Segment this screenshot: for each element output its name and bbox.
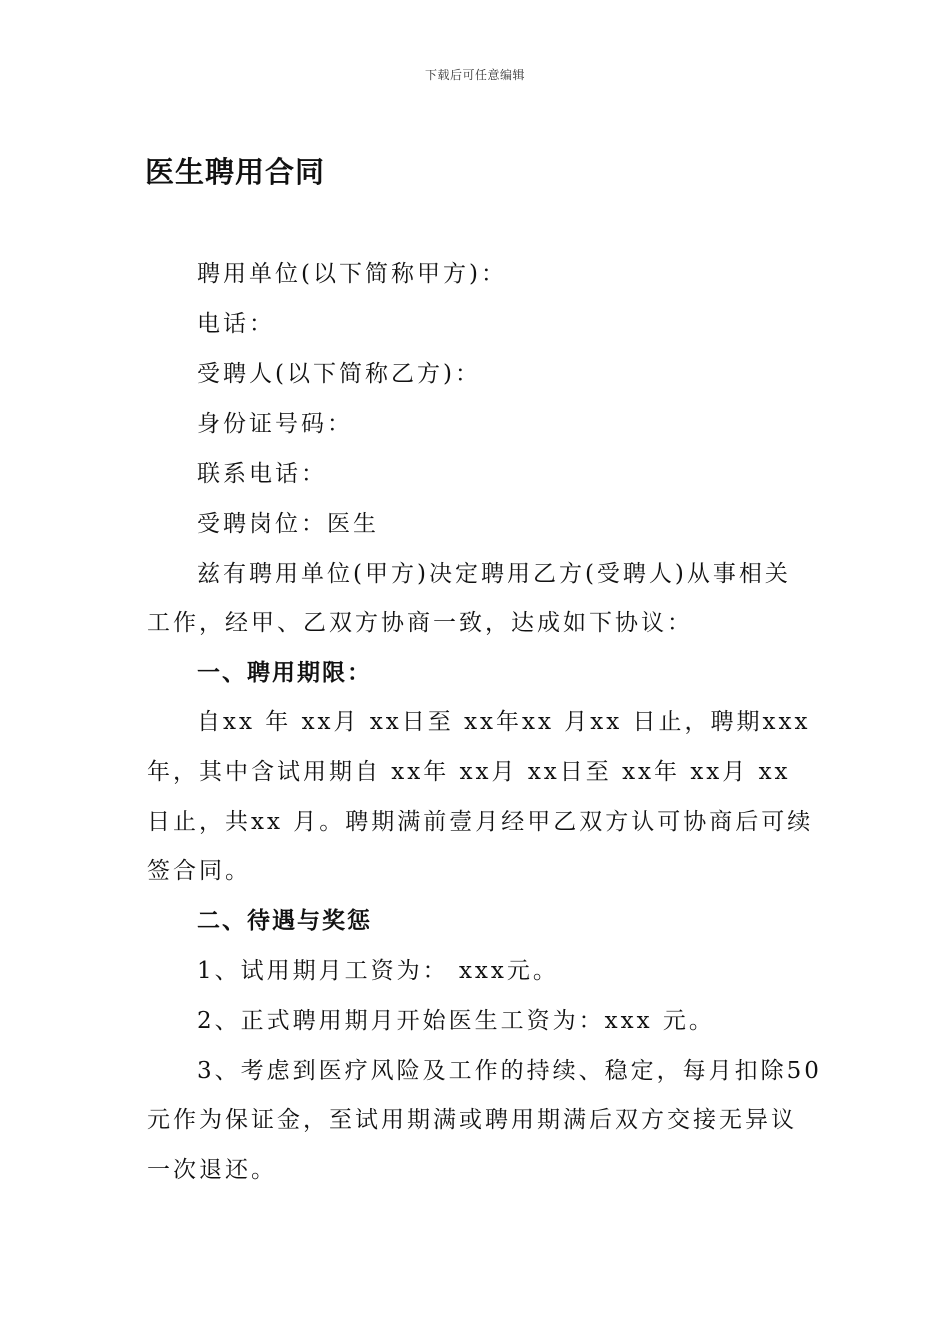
- section-2-item-3-line-3: 一次退还。: [147, 1157, 277, 1183]
- field-contact-phone: 联系电话：: [197, 461, 327, 487]
- header-note: 下载后可任意编辑: [424, 68, 525, 82]
- intro-line-2: 工作，经甲、乙双方协商一致，达成如下协议：: [147, 610, 693, 636]
- field-phone: 电话：: [197, 311, 275, 337]
- section-1-heading: 一、聘用期限：: [197, 660, 372, 686]
- field-position: 受聘岗位：医生: [197, 511, 379, 537]
- intro-line-1: 兹有聘用单位(甲方)决定聘用乙方(受聘人)从事相关: [197, 561, 791, 587]
- section-2-item-3-line-1: 3、考虑到医疗风险及工作的持续、稳定，每月扣除50: [197, 1058, 822, 1084]
- document-title: 医生聘用合同: [145, 155, 326, 189]
- section-1-line-3: 日止，共xx 月。聘期满前壹月经甲乙双方认可协商后可续: [147, 809, 814, 835]
- section-2-item-3-line-2: 元作为保证金，至试用期满或聘用期满后双方交接无异议: [147, 1107, 797, 1133]
- field-id-number: 身份证号码：: [197, 411, 353, 437]
- section-2-heading: 二、待遇与奖惩: [197, 908, 372, 934]
- section-1-line-4: 签合同。: [147, 858, 251, 884]
- field-employer: 聘用单位(以下简称甲方)：: [197, 261, 507, 287]
- section-2-item-2: 2、正式聘用期月开始医生工资为：xxx 元。: [197, 1008, 715, 1034]
- section-2-item-1: 1、试用期月工资为： xxx元。: [197, 958, 559, 984]
- section-1-line-2: 年，其中含试用期自 xx年 xx月 xx日至 xx年 xx月 xx: [147, 759, 791, 785]
- field-employee: 受聘人(以下简称乙方)：: [197, 361, 481, 387]
- section-1-line-1: 自xx 年 xx月 xx日至 xx年xx 月xx 日止，聘期xxx: [197, 709, 811, 735]
